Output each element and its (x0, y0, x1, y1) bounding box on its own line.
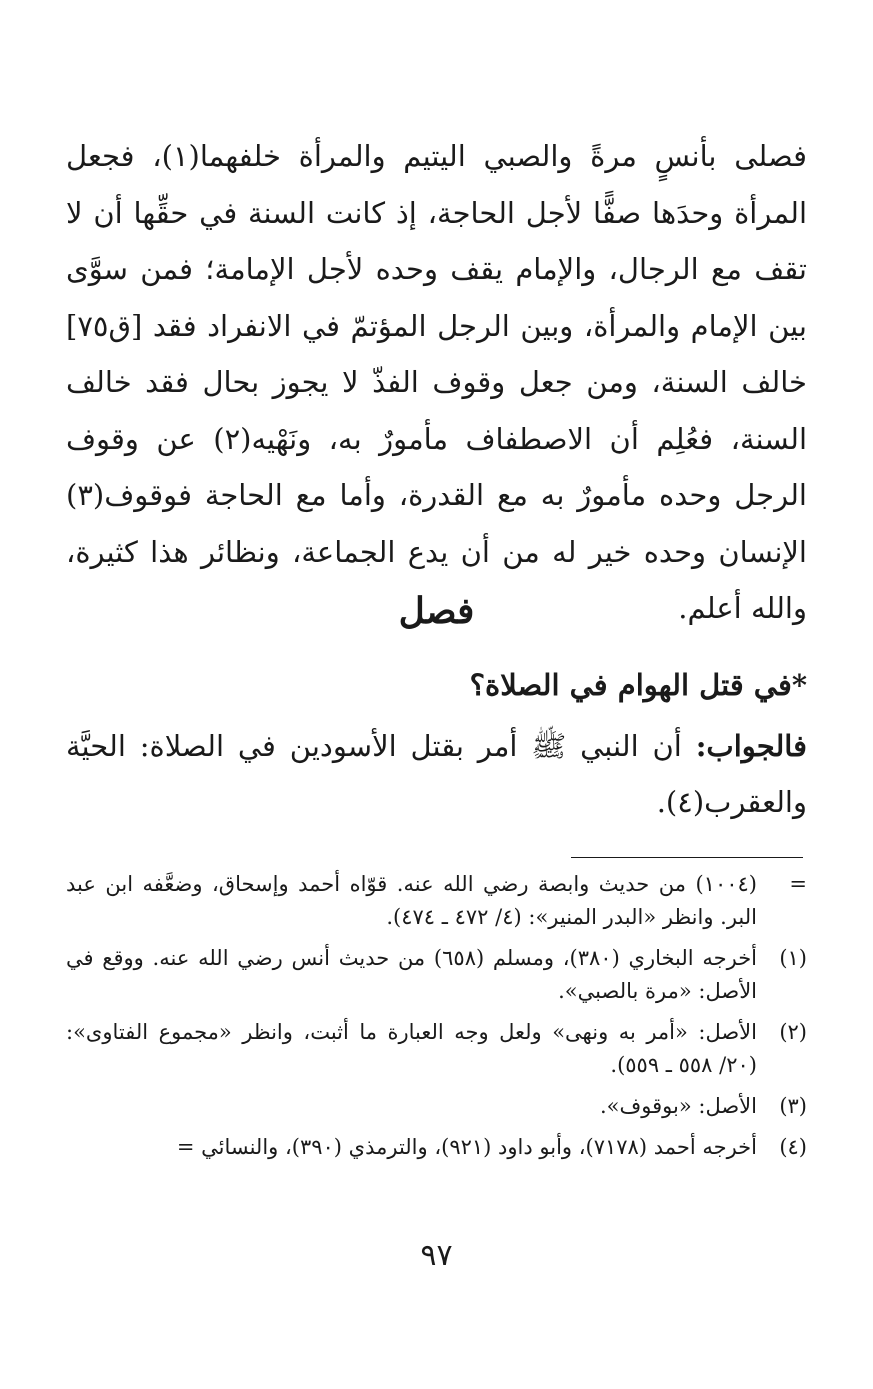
footnote-text: أخرجه البخاري (٣٨٠)، ومسلم (٦٥٨) من حديث أنس رضي الله عنه. ووقع في الأصل: «مرة بالصبي». (66, 946, 758, 1003)
footnote-mark: (٣) (779, 1094, 807, 1118)
footnote-text: الأصل: «أمر به ونهى» ولعل وجه العبارة ما أثبت، وانظر «مجموع الفتاوى»: (٢٠/ ٥٥٨ ـ ٥٥٩). (66, 1020, 757, 1077)
footnote-continuation (66, 868, 807, 934)
answer-paragraph (66, 718, 807, 830)
question-heading: *في قتل الهوام في الصلاة؟ (469, 668, 807, 702)
body-text (66, 128, 807, 637)
answer-text: أن النبي ﷺ أمر بقتل الأسودين في الصلاة: الحيَّة والعقرب(٤). (66, 729, 807, 819)
footnote-2 (66, 1016, 807, 1082)
answer-lead: فالجواب: (695, 729, 807, 763)
footnote-1 (66, 942, 807, 1008)
body-paragraph: فصلى بأنسٍ مرةً والصبي اليتيم والمرأة خلفهما(١)، فجعل المرأة وحدَها صفًّا لأجل الحاجة، إذ كانت السنة في حقِّها أن لا تقف مع الرجال، والإمام يقف وحده لأجل الإمامة؛ فمن سوَّى بين الإمام والمرأة، وبين الرجل المؤتمّ في الانفراد فقد [ق٧٥] خالف السنة، ومن جعل وقوف الفذّ لا يجوز بحال فقد خالف السنة، فعُلِم أن الاصطفاف مأمورٌ به، ونَهْيه(٢) عن وقوف الرجل وحده مأمورٌ به مع القدرة، وأما مع الحاجة فوقوف(٣) الإنسان وحده خير له من أن يدع الجماعة، ونظائر هذا كثيرة، والله أعلم. (66, 139, 808, 625)
footnotes (66, 868, 807, 1172)
section-heading: فصل (398, 590, 475, 632)
footnote-text: الأصل: «بوقوف». (599, 1094, 757, 1118)
footnote-text: أخرجه أحمد (٧١٧٨)، وأبو داود (٩٢١)، والترمذي (٣٩٠)، والنسائي = (176, 1135, 757, 1159)
footnote-text: (١٠٠٤) من حديث وابصة رضي الله عنه. قوّاه أحمد وإسحاق، وضعَّفه ابن عبد البر. وانظر «البدر المنير»: (٤/ ٤٧٢ ـ ٤٧٤). (66, 872, 757, 929)
footnote-mark: = (789, 872, 807, 896)
footnote-mark: (١) (779, 946, 807, 970)
footnote-3 (66, 1090, 807, 1123)
footnote-mark: (٤) (779, 1135, 807, 1159)
page-number: ٩٧ (420, 1238, 453, 1273)
footnote-4 (66, 1131, 807, 1164)
footnote-mark: (٢) (779, 1020, 807, 1044)
footnote-separator (571, 857, 803, 858)
